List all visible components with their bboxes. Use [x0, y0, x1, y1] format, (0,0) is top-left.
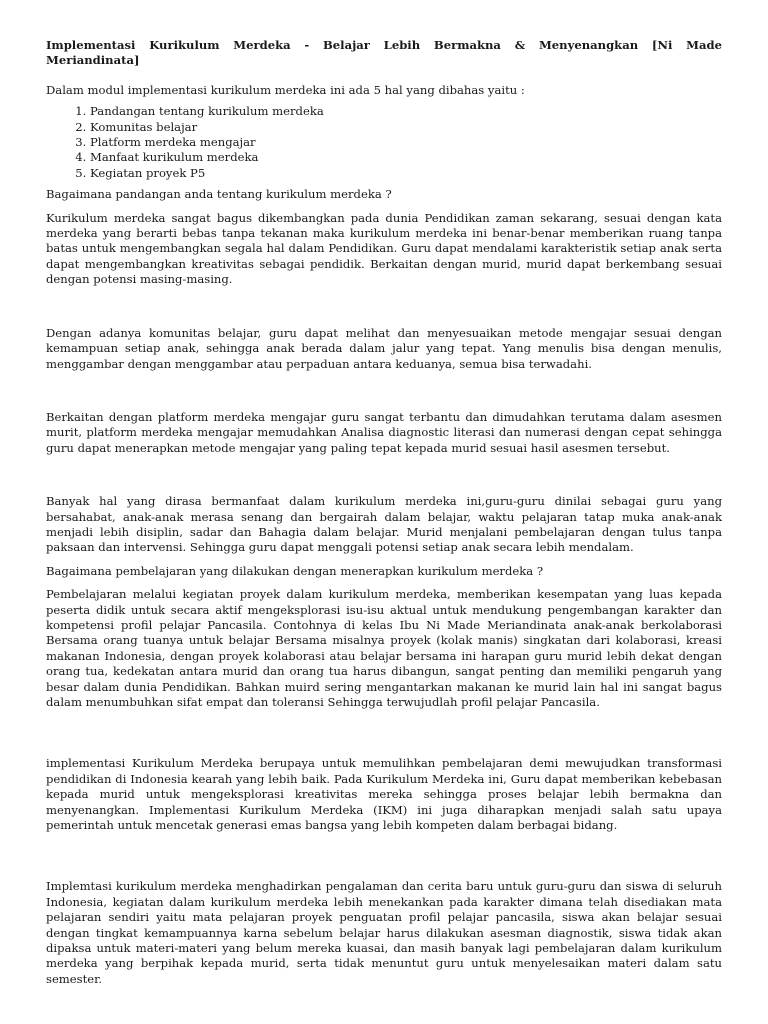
list-item: 3. Platform merdeka mengajar — [90, 135, 722, 150]
answer-1-paragraph-2: Dengan adanya komunitas belajar, guru dapat melihat dan menyesuaikan metode mengajar sesuai dengan kemampuan setiap anak, sehingga anak berada dalam jalur yang tepat. Yang menulis bisa dengan menulis, menggambar dengan menggambar atau perpaduan antara keduanya, semua bisa terwadahi. — [46, 325, 722, 371]
list-item: 1. Pandangan tentang kurikulum merdeka — [90, 104, 722, 119]
document-title: Implementasi Kurikulum Merdeka - Belajar Lebih Bermakna & Menyenangkan [Ni Made Meriandinata] — [46, 38, 722, 68]
answer-2-paragraph-3: Implemtasi kurikulum merdeka menghadirkan pengalaman dan cerita baru untuk guru-guru dan siswa di seluruh Indonesia, kegiatan dalam kurikulum merdeka lebih menekankan pada karakter dimana telah disediakan mata pelajaran sendiri yaitu mata pelajaran proyek penguatan profil pelajar pancasila, siswa akan belajar sesuai dengan tingkat kemampuannya karna sebelum belajar harus dilakukan asesman diagnostik, siswa tidak akan dipaksa untuk materi-materi yang belum mereka kuasai, dan masih banyak lagi pembelajaran dalam kurikulum merdeka yang berpihak kepada murid, serta tidak menuntut guru untuk menyelesaikan materi dalam satu semester. — [46, 879, 722, 986]
list-item: 4. Manfaat kurikulum merdeka — [90, 150, 722, 165]
answer-2-paragraph-1: Pembelajaran melalui kegiatan proyek dalam kurikulum merdeka, memberikan kesempatan yang luas kepada peserta didik untuk secara aktif mengeksplorasi isu-isu aktual untuk mendukung pengembangan karakter dan kompetensi profil pelajar Pancasila. Contohnya di kelas Ibu Ni Made Meriandinata anak-anak berkolaborasi Bersama orang tuanya untuk belajar Bersama misalnya proyek (kolak manis) singkatan dari kolaborasi, kreasi makanan Indonesia, dengan proyek kolaborasi atau belajar bersama ini harapan guru murid lebih dekat dengan orang tua, kedekatan antara murid dan orang tua harus dibangun, sangat penting dan memiliki pengaruh yang besar dalam dunia Pendidikan. Bahkan muird sering mengantarkan makanan ke murid lain hal ini sangat bagus dalam menumbuhkan sifat empat dan toleransi Sehingga terwujudlah profil pelajar Pancasila. — [46, 587, 722, 709]
question-2: Bagaimana pembelajaran yang dilakukan dengan menerapkan kurikulum merdeka ? — [46, 563, 544, 578]
spacer — [46, 556, 722, 564]
spacer — [46, 288, 722, 326]
answer-1-paragraph-4: Banyak hal yang dirasa bermanfaat dalam kurikulum merdeka ini,guru-guru dinilai sebagai guru yang bersahabat, anak-anak merasa senang dan bergairah dalam belajar, waktu pelajaran tatap muka anak-anak menjadi lebih disiplin, sadar dan Bahagia dalam belajar. Murid menjalani pembelajaran dengan tulus tanpa paksaan dan intervensi. Sehingga guru dapat menggali potensi setiap anak secara lebih mendalam. — [46, 494, 722, 555]
intro-paragraph: Dalam modul implementasi kurikulum merdeka ini ada 5 hal yang dibahas yaitu : — [46, 82, 525, 97]
answer-1-paragraph-1: Kurikulum merdeka sangat bagus dikembangkan pada dunia Pendidikan zaman sekarang, sesuai dengan kata merdeka yang berarti bebas tanpa tekanan maka kurikulum merdeka ini benar-benar memberikan ruang tanpa batas untuk mengembangkan segala hal dalam Pendidikan. Guru dapat mendalami karakteristik setiap anak serta dapat mengembangkan kreativitas sebagai pendidik. Berkaitan dengan murid, murid dapat berkembang sesuai dengan potensi masing-masing. — [46, 210, 722, 287]
answer-1-paragraph-3: Berkaitan dengan platform merdeka mengajar guru sangat terbantu dan dimudahkan terutama dalam asesmen murit, platform merdeka mengajar memudahkan Analisa diagnostic literasi dan numerasi dengan cepat sehingga guru dapat menerapkan metode mengajar yang paling tepat kepada murid sesuai hasil asesmen tersebut. — [46, 409, 722, 455]
list-item: 5. Kegiatan proyek P5 — [90, 166, 722, 181]
document-page — [46, 38, 722, 987]
question-1: Bagaimana pandangan anda tentang kurikulum merdeka ? — [46, 187, 392, 202]
spacer — [46, 710, 722, 756]
spacer — [46, 456, 722, 494]
list-item: 2. Komunitas belajar — [90, 120, 722, 135]
spacer — [46, 372, 722, 410]
answer-2-paragraph-2: implementasi Kurikulum Merdeka berupaya untuk memulihkan pembelajaran demi mewujudkan transformasi pendidikan di Indonesia kearah yang lebih baik. Pada Kurikulum Merdeka ini, Guru dapat memberikan kebebasan kepada murid untuk mengeksplorasi kreativitas mereka sehingga proses belajar lebih bermakna dan menyenangkan. Implementasi Kurikulum Merdeka (IKM) ini juga diharapkan menjadi salah satu upaya pemerintah untuk mencetak generasi emas bangsa yang lebih kompeten dalam berbagai bidang. — [46, 756, 722, 833]
topic-list — [46, 104, 722, 181]
spacer — [46, 833, 722, 879]
